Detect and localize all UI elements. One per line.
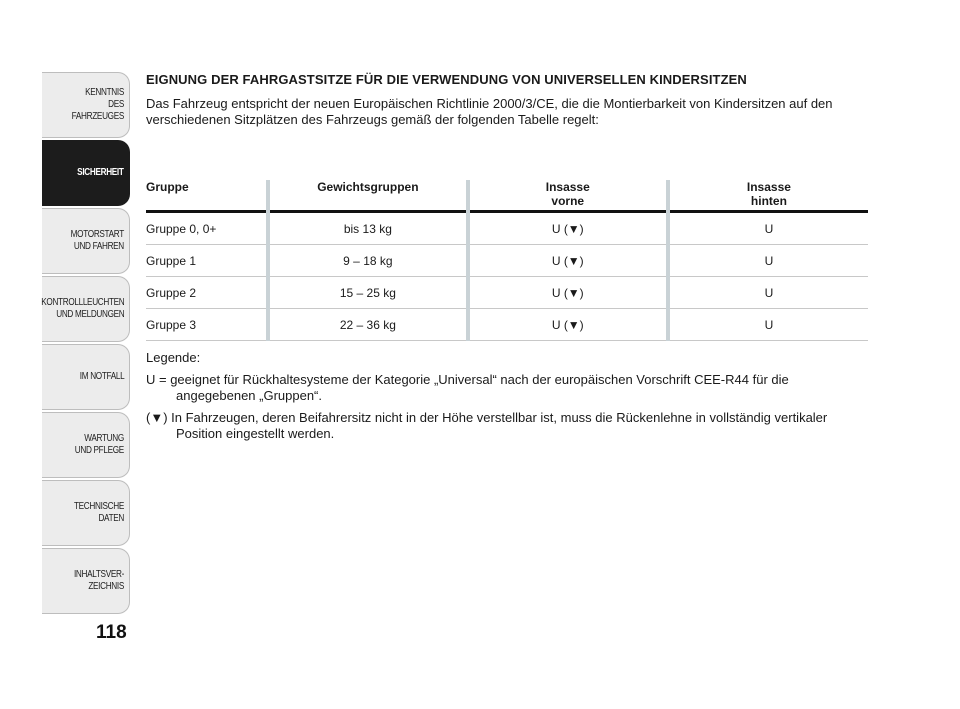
table-row: [146, 212, 868, 245]
cell-vorne: U (▼): [468, 309, 668, 341]
cell-hinten: U: [668, 277, 868, 309]
tab-label: TECHNISCHE DATEN: [73, 501, 124, 524]
cell-hinten: U: [668, 212, 868, 245]
cell-gewicht: bis 13 kg: [268, 212, 468, 245]
tab-sicherheit[interactable]: [42, 140, 130, 206]
cell-hinten: U: [668, 309, 868, 341]
tab-kenntnis-des-fahrzeuges[interactable]: [42, 72, 130, 138]
table-row: [146, 245, 868, 277]
header-gewichtsgruppen: Gewichtsgruppen: [268, 180, 468, 212]
cell-vorne: U (▼): [468, 277, 668, 309]
tab-label: IM NOTFALL: [79, 371, 124, 382]
page-number: 118: [96, 622, 127, 643]
tab-inhaltsverzeichnis[interactable]: [42, 548, 130, 614]
cell-vorne: U (▼): [468, 212, 668, 245]
table-row: [146, 309, 868, 341]
tab-label: SICHERHEIT: [77, 167, 124, 178]
legend-item-triangle: (▼) In Fahrzeugen, deren Beifahrersitz nicht in der Höhe verstellbar ist, muss die Rückenlehne in vollständig vertikaler Position eingestellt werden.: [146, 410, 828, 441]
tab-label: INHALTSVER- ZEICHNIS: [73, 569, 124, 592]
cell-gruppe: Gruppe 1: [146, 245, 268, 277]
tab-wartung-und-pflege[interactable]: [42, 412, 130, 478]
legend-item-universal: U = geeignet für Rückhaltesysteme der Kategorie „Universal“ nach der europäischen Vorschrift CEE-R44 für die angegebenen „Gruppen“.: [146, 372, 789, 403]
section-title: EIGNUNG DER FAHRGASTSITZE FÜR DIE VERWENDUNG VON UNIVERSELLEN KINDERSITZEN: [146, 72, 747, 87]
tab-label: KONTROLLLEUCHTEN UND MELDUNGEN: [40, 297, 124, 320]
tab-motorstart-und-fahren[interactable]: [42, 208, 130, 274]
cell-vorne: U (▼): [468, 245, 668, 277]
tab-im-notfall[interactable]: [42, 344, 130, 410]
cell-gewicht: 15 – 25 kg: [268, 277, 468, 309]
header-insasse-hinten: Insasse hinten: [668, 180, 868, 212]
tab-label: WARTUNG UND PFLEGE: [74, 433, 124, 456]
legend-heading: Legende:: [146, 350, 201, 365]
tab-kontrollleuchten-und-meldungen[interactable]: [42, 276, 130, 342]
header-gruppe: Gruppe: [146, 180, 268, 212]
intro-paragraph: Das Fahrzeug entspricht der neuen Europäischen Richtlinie 2000/3/CE, die die Montierbarkeit von Kindersitzen auf den verschiedenen Sitzplätzen des Fahrzeugs gemäß der folgenden Tabelle regelt:: [146, 96, 833, 127]
tab-label: MOTORSTART UND FAHREN: [70, 229, 124, 252]
cell-gruppe: Gruppe 2: [146, 277, 268, 309]
tab-label: KENNTNIS DES FAHRZEUGES: [71, 87, 124, 122]
table-header-row: [146, 180, 868, 212]
legend: [146, 350, 868, 448]
cell-gewicht: 9 – 18 kg: [268, 245, 468, 277]
main-content: [146, 72, 868, 441]
tab-technische-daten[interactable]: [42, 480, 130, 546]
cell-gewicht: 22 – 36 kg: [268, 309, 468, 341]
cell-gruppe: Gruppe 0, 0+: [146, 212, 268, 245]
cell-hinten: U: [668, 245, 868, 277]
table-row: [146, 277, 868, 309]
cell-gruppe: Gruppe 3: [146, 309, 268, 341]
child-seat-table: [146, 180, 868, 341]
header-insasse-vorne: Insasse vorne: [468, 180, 668, 212]
